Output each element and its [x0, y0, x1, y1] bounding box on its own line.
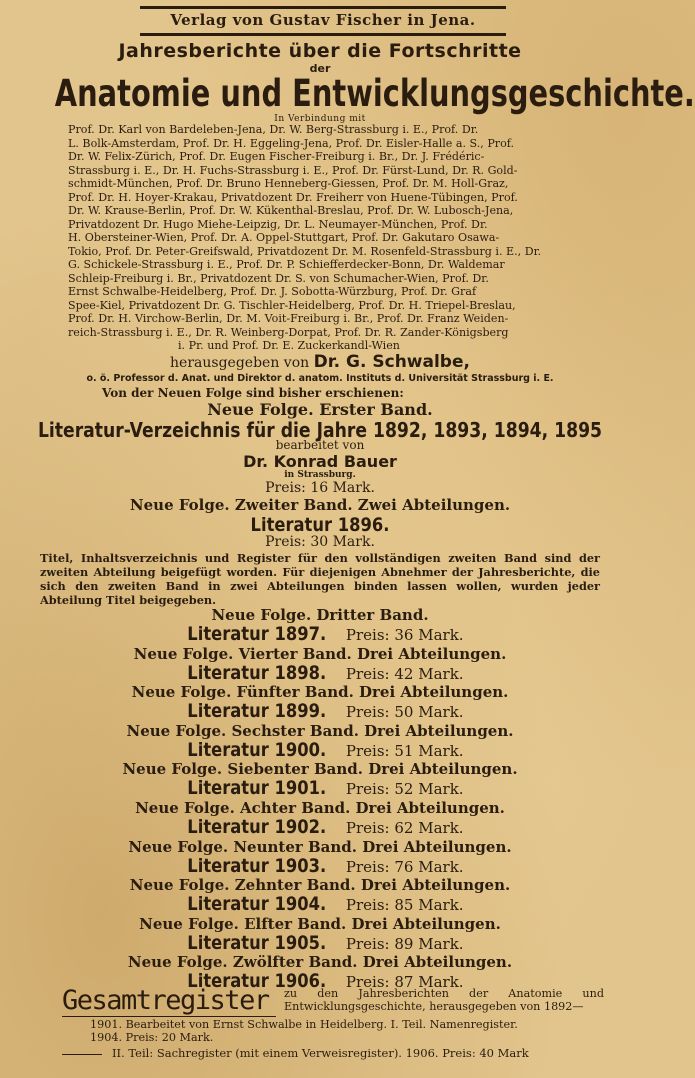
contributor-line: reich-Strassburg i. E., Dr. R. Weinberg-Dorpat, Prof. Dr. R. Zander-Königsberg	[68, 325, 509, 339]
volume-1-label: Neue Folge. Erster Band.	[207, 400, 433, 419]
contributor-line: Strassburg i. E., Dr. H. Fuchs-Strassburg i. E., Prof. Dr. Fürst-Lund, Dr. R. Gold-	[68, 163, 518, 177]
volume-literature: Literatur 1906.	[187, 970, 327, 993]
contributor-line: Schleip-Freiburg i. Br., Privatdozent Dr. S. von Schumacher-Wien, Prof. Dr.	[68, 271, 489, 285]
volume-2-literature: Literatur 1896.	[250, 514, 390, 536]
volume-price: Preis: 89 Mark.	[345, 934, 464, 953]
volume-literature-row	[0, 816, 640, 838]
volume-literature-row	[0, 893, 640, 915]
volume-price: Preis: 36 Mark.	[345, 626, 464, 644]
volume-2-price: Preis: 30 Mark.	[265, 534, 375, 550]
volume-literature: Literatur 1897.	[187, 623, 327, 645]
in-verbindung-label: In Verbindung mit	[274, 114, 366, 124]
volume-2-label: Neue Folge. Zweiter Band. Zwei Abteilungen.	[129, 496, 511, 514]
volume-label: Neue Folge. Fünfter Band. Drei Abteilungen.	[131, 683, 509, 702]
volume-literature-row	[0, 739, 640, 761]
contributor-line: Prof. Dr. Karl von Bardeleben-Jena, Dr. W. Berg-Strassburg i. E., Prof. Dr.	[68, 123, 479, 136]
volume-label: Neue Folge. Zehnter Band. Drei Abteilungen.	[129, 876, 511, 895]
series-title-line: Jahresberichte über die Fortschritte	[118, 40, 522, 62]
gesamtregister-line2: 1901. Bearbeitet von Ernst Schwalbe in Heidelberg. I. Teil. Namenregister.	[90, 1018, 518, 1031]
volume-literature-row	[0, 932, 640, 954]
volume-price: Preis: 51 Mark.	[345, 741, 464, 760]
volume-1-literature: Literatur-Verzeichnis für die Jahre 1892, 1893, 1894, 1895	[37, 418, 603, 442]
volume-label: Neue Folge. Sechster Band. Drei Abteilungen.	[126, 721, 514, 740]
volume-1-author: Dr. Konrad Bauer	[243, 452, 397, 471]
editor-line	[0, 352, 640, 372]
volume-1-bearbeitet: bearbeitet von	[275, 438, 365, 452]
editor-affiliation: o. ö. Professor d. Anat. und Direktor d. anatom. Instituts d. Universität Strassburg i. E.	[86, 373, 554, 384]
volume-price: Preis: 76 Mark.	[345, 857, 464, 876]
contributor-line: Privatdozent Dr. Hugo Miehe-Leipzig, Dr. L. Neumayer-München, Prof. Dr.	[68, 217, 488, 231]
volume-price: Preis: 87 Mark.	[345, 973, 464, 992]
contributor-line: Ernst Schwalbe-Heidelberg, Prof. Dr. J. Sobotta-Würzburg, Prof. Dr. Graf	[68, 285, 477, 298]
editor-name: Dr. G. Schwalbe,	[313, 352, 470, 372]
volume-1-price: Preis: 16 Mark.	[265, 480, 375, 496]
volume-literature-row	[0, 662, 640, 684]
publisher-banner: Verlag von Gustav Fischer in Jena.	[140, 6, 506, 36]
volume-literature-row	[0, 623, 640, 645]
volume-literature: Literatur 1898.	[187, 661, 327, 684]
gesamtregister-line3: 1904. Preis: 20 Mark.	[90, 1031, 214, 1044]
volume-literature: Literatur 1904.	[187, 893, 327, 916]
volume-price: Preis: 52 Mark.	[345, 780, 464, 799]
dash-rule	[62, 1054, 102, 1055]
gesamtregister-line4	[62, 1046, 529, 1060]
volume-2-note: Titel, Inhaltsverzeichnis und Register für den vollständigen zweiten Band sind der zweiten Abteilung beigefügt worden. Für diejenigen Abnehmer der Jahresberichte, die sich den zweiten Band in zwei Abteilungen binden lassen wollen, wurden jeder Abteilung Titel beigegeben.	[40, 551, 600, 607]
contributor-line: Prof. Dr. H. Hoyer-Krakau, Privatdozent Dr. Freiherr von Huene-Tübingen, Prof.	[68, 190, 518, 204]
contributors-list	[68, 123, 608, 353]
contributor-line: Tokio, Prof. Dr. Peter-Greifswald, Privatdozent Dr. M. Rosenfeld-Strassburg i. E., Dr.	[68, 244, 542, 258]
volume-price: Preis: 42 Mark.	[345, 664, 464, 683]
contributor-line: schmidt-München, Prof. Dr. Bruno Henneberg-Giessen, Prof. Dr. M. Holl-Graz,	[68, 177, 509, 190]
volume-label: Neue Folge. Vierter Band. Drei Abteilungen.	[133, 644, 507, 663]
series-main-title: Anatomie und Entwicklungsgeschichte.	[54, 72, 695, 115]
contributor-line: Dr. W. Felix-Zürich, Prof. Dr. Eugen Fischer-Freiburg i. Br., Dr. J. Frédéric-	[68, 150, 485, 163]
published-so-far-heading: Von der Neuen Folge sind bisher erschienen:	[102, 386, 404, 400]
gesamtregister-title: Gesamtregister	[62, 985, 269, 1016]
volume-label: Neue Folge. Dritter Band.	[211, 606, 429, 624]
volume-literature: Literatur 1899.	[187, 700, 327, 723]
volume-label: Neue Folge. Neunter Band. Drei Abteilungen.	[128, 837, 512, 856]
contributor-line: L. Bolk-Amsterdam, Prof. Dr. H. Eggeling-Jena, Prof. Dr. Eisler-Halle a. S., Prof.	[68, 136, 515, 150]
contributor-line: H. Obersteiner-Wien, Prof. Dr. A. Oppel-Stuttgart, Prof. Dr. Gakutaro Osawa-	[68, 231, 500, 244]
editor-prefix: herausgegeben von	[170, 355, 310, 371]
volume-literature: Literatur 1903.	[187, 854, 327, 877]
volume-literature: Literatur 1901.	[187, 777, 327, 800]
volume-literature: Literatur 1905.	[187, 931, 327, 954]
volume-literature: Literatur 1900.	[187, 738, 327, 761]
contributor-line: Prof. Dr. H. Virchow-Berlin, Dr. M. Voit-Freiburg i. Br., Prof. Dr. Franz Weiden-	[68, 312, 509, 325]
volume-label: Neue Folge. Siebenter Band. Drei Abteilungen.	[122, 760, 518, 779]
volume-label: Neue Folge. Zwölfter Band. Drei Abteilungen.	[127, 953, 513, 972]
contributor-line: i. Pr. und Prof. Dr. E. Zuckerkandl-Wien	[178, 339, 400, 352]
volume-label: Neue Folge. Achter Band. Drei Abteilungen.	[135, 799, 505, 817]
divider	[62, 1016, 276, 1017]
gesamtregister-text: zu den Jahresberichten der Anatomie und Entwicklungsgeschichte, herausgegeben von 1892—	[284, 987, 604, 1013]
volume-literature-row	[0, 700, 640, 722]
contributor-line: Spee-Kiel, Privatdozent Dr. G. Tischler-Heidelberg, Prof. Dr. H. Triepel-Breslau,	[68, 298, 516, 312]
volume-price: Preis: 85 Mark.	[345, 896, 464, 915]
volume-literature: Literatur 1902.	[187, 816, 327, 838]
volume-literature-row	[0, 777, 640, 799]
volume-1-place: in Strassburg.	[284, 470, 356, 480]
series-title-der: der	[309, 62, 331, 75]
volume-label: Neue Folge. Elfter Band. Drei Abteilungen.	[139, 914, 501, 933]
gesamtregister-block	[62, 987, 602, 1019]
volume-price: Preis: 62 Mark.	[345, 819, 464, 837]
volume-literature-row	[0, 855, 640, 877]
gesamtregister-line4-text: II. Teil: Sachregister (mit einem Verweisregister). 1906. Preis: 40 Mark	[112, 1046, 529, 1060]
contributor-line: Dr. W. Krause-Berlin, Prof. Dr. W. Kükenthal-Breslau, Prof. Dr. W. Lubosch-Jena,	[68, 204, 514, 217]
volume-price: Preis: 50 Mark.	[345, 703, 464, 722]
contributor-line: G. Schickele-Strassburg i. E., Prof. Dr. P. Schiefferdecker-Bonn, Dr. Waldemar	[68, 258, 505, 271]
